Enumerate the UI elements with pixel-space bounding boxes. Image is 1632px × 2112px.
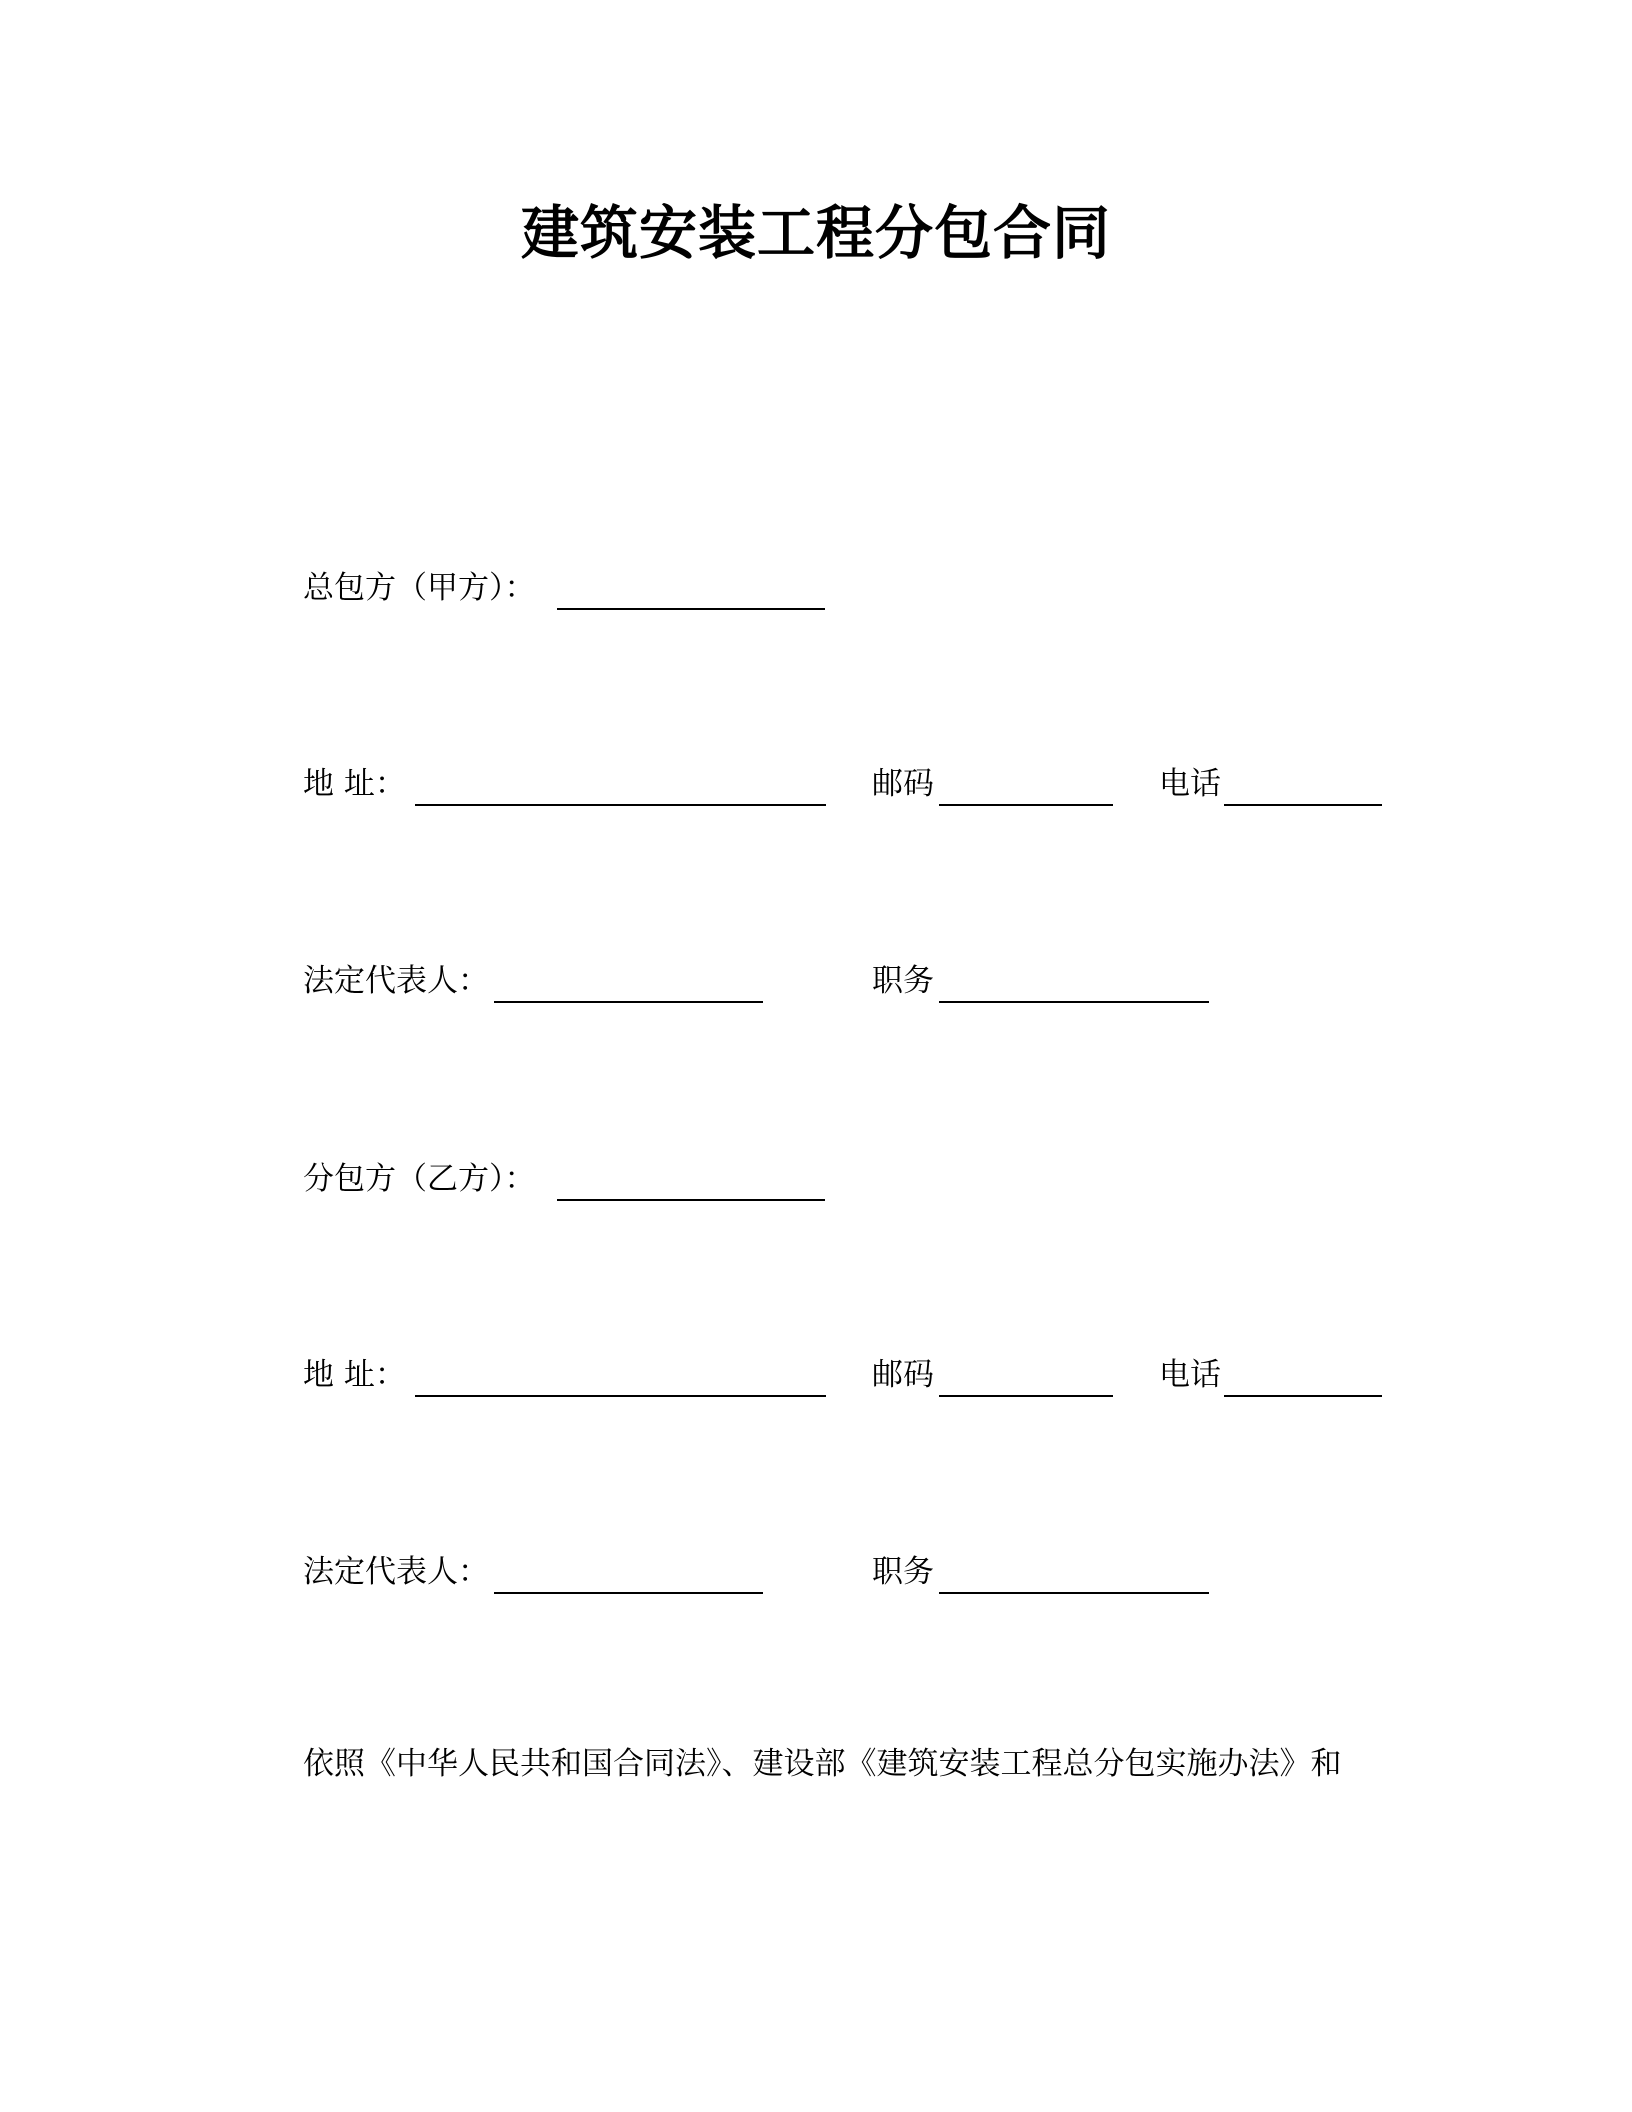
party-a-address-row (0, 762, 1632, 812)
party-b-address-row (0, 1353, 1632, 1403)
party-b-phone-blank[interactable] (1224, 1395, 1382, 1397)
party-a-phone-label: 电话 (1159, 766, 1221, 802)
party-a-name-blank[interactable] (557, 608, 825, 610)
party-a-row (0, 566, 1632, 616)
party-b-position-blank[interactable] (939, 1592, 1209, 1594)
party-b-rep-row (0, 1550, 1632, 1600)
party-a-position-blank[interactable] (939, 1001, 1209, 1003)
party-a-label: 总包方（甲方）： (303, 570, 536, 606)
party-b-postcode-label: 邮码 (872, 1357, 934, 1393)
party-b-position-label: 职务 (872, 1554, 934, 1590)
party-b-name-blank[interactable] (557, 1199, 825, 1201)
party-a-phone-blank[interactable] (1224, 804, 1382, 806)
contract-body-line: 依照《中华人民共和国合同法》、建设部《建筑安装工程总分包实施办法》和 (303, 1746, 1342, 1782)
party-b-address-blank[interactable] (415, 1395, 826, 1397)
party-b-row (0, 1157, 1632, 1207)
party-b-rep-label: 法定代表人： (303, 1554, 489, 1590)
party-b-address-label: 地 址： (303, 1357, 406, 1393)
party-b-label: 分包方（乙方）： (303, 1161, 536, 1197)
party-b-rep-blank[interactable] (494, 1592, 763, 1594)
party-b-postcode-blank[interactable] (939, 1395, 1113, 1397)
party-a-address-label: 地 址： (303, 766, 406, 802)
party-a-rep-blank[interactable] (494, 1001, 763, 1003)
party-a-rep-row (0, 959, 1632, 1009)
party-b-phone-label: 电话 (1159, 1357, 1221, 1393)
page-title: 建筑安装工程分包合同 (520, 199, 1111, 267)
party-a-postcode-label: 邮码 (872, 766, 934, 802)
party-a-rep-label: 法定代表人： (303, 963, 489, 999)
party-a-address-blank[interactable] (415, 804, 826, 806)
party-a-position-label: 职务 (872, 963, 934, 999)
party-a-postcode-blank[interactable] (939, 804, 1113, 806)
